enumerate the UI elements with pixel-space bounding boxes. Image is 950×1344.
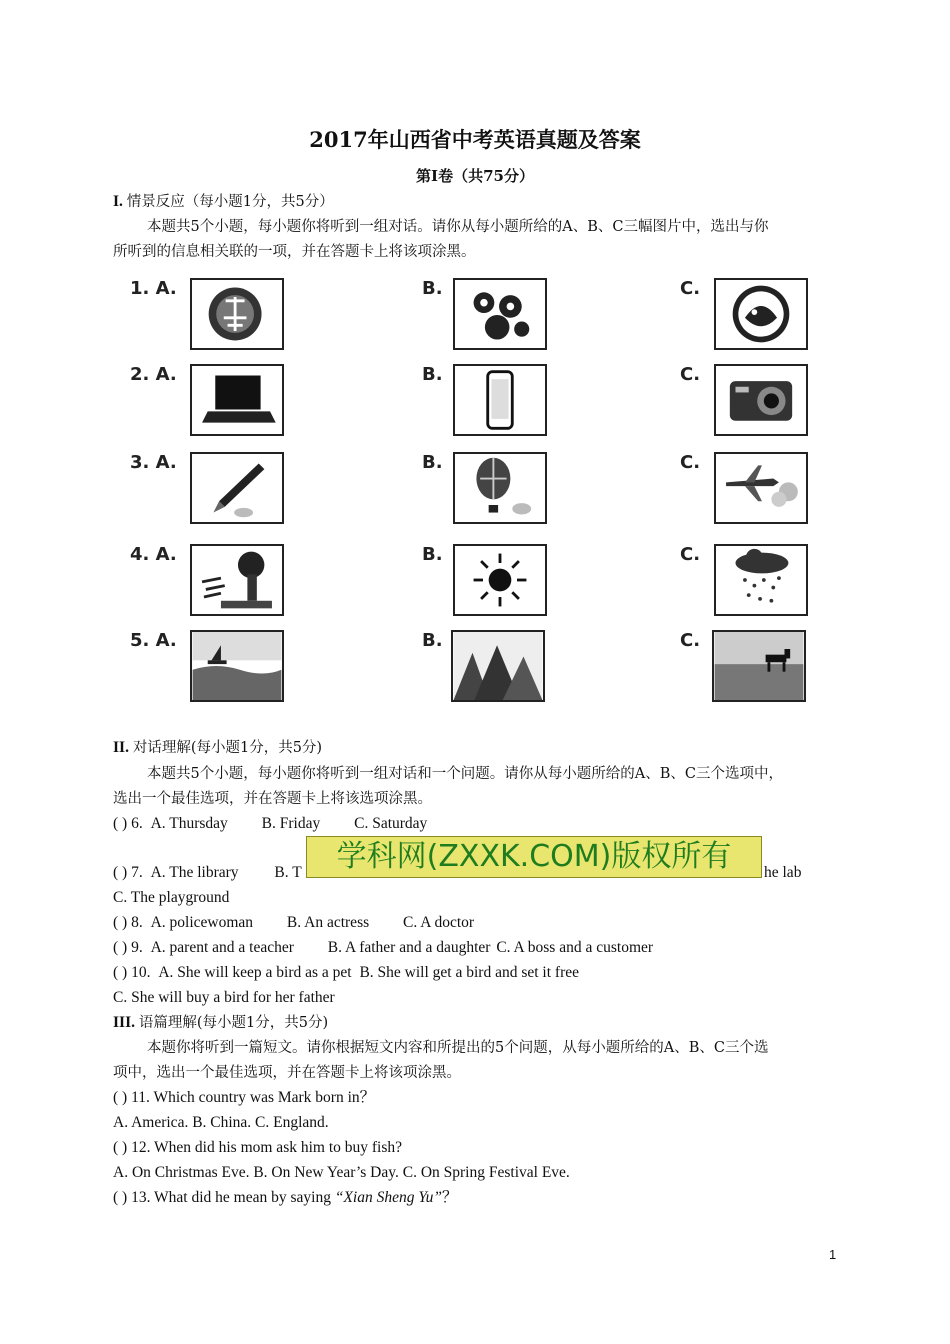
camera-icon <box>714 364 808 436</box>
smartphone-icon <box>453 364 547 436</box>
section3-instruction-2: 项中，选出一个最佳选项，并在答题卡上将该项涂黑。 <box>113 1065 461 1081</box>
q8-option-a: A. policewoman <box>150 914 254 931</box>
row2-label-b: B. <box>422 364 443 385</box>
section3-instruction-1: 本题你将听到一篇短文。请你根据短文内容和所提出的5个问题，从每小题所给的A、B、C三个选 <box>147 1040 769 1056</box>
q9-option-a: A. parent and a teacher <box>150 939 294 956</box>
q9-option-c: C. A boss and a customer <box>496 939 654 956</box>
q13-text: ( ) 13. What did he mean by saying <box>113 1189 335 1206</box>
airplane-icon <box>714 452 808 524</box>
laptop-icon <box>190 364 284 436</box>
q13-phrase: “Xian Sheng Yu” <box>334 1189 442 1206</box>
section1-heading-num: I. <box>113 193 123 210</box>
q8-num: ( ) 8. <box>113 914 143 931</box>
section1-instruction-1: 本题共5个小题，每小题你将听到一组对话。请你从每小题所给的A、B、C三幅图片中，选出与你 <box>147 219 769 235</box>
q13-mark: ？ <box>441 1189 458 1206</box>
q7-option-a: A. The library <box>150 864 239 881</box>
q13-question <box>113 1188 457 1208</box>
question-10 <box>113 963 579 983</box>
question-7 <box>113 863 302 883</box>
section3-heading-text: 语篇理解(每小题1分，共5分) <box>138 1015 329 1031</box>
section1-heading-text: 情景反应（每小题1分，共5分） <box>126 194 334 210</box>
rain-cloud-icon <box>714 544 808 616</box>
section1-instruction-2: 所听到的信息相关联的一项，并在答题卡上将该项涂黑。 <box>113 244 476 260</box>
q10-option-a: A. She will keep a bird as a pet <box>158 964 352 981</box>
row1-label-b: B. <box>422 278 443 299</box>
picture-grid <box>124 268 824 716</box>
row5-label-c: C. <box>680 630 701 651</box>
question-6 <box>113 814 427 834</box>
mountains-icon <box>451 630 545 702</box>
q10-option-b: B. She will get a bird and set it free <box>359 964 579 981</box>
q10-option-c: C. She will buy a bird for her father <box>113 989 335 1006</box>
row3-label-c: C. <box>680 452 701 473</box>
q10-num: ( ) 10. <box>113 964 151 981</box>
q6-option-c: C. Saturday <box>354 815 428 832</box>
section2-heading <box>113 738 322 758</box>
windy-tree-icon <box>190 544 284 616</box>
q11-question: ( ) 11. Which country was Mark born in？ <box>113 1089 376 1106</box>
q9-option-b: B. A father and a daughter <box>327 939 491 956</box>
section2-instruction-1: 本题共5个小题，每小题你将听到一组对话和一个问题。请你从每小题所给的A、B、C三个选项中， <box>147 766 783 782</box>
q8-option-b: B. An actress <box>286 914 370 931</box>
row5-label-a: 5. A. <box>130 630 177 651</box>
document-title: 2017年山西省中考英语真题及答案 <box>309 127 641 152</box>
q9-num: ( ) 9. <box>113 939 143 956</box>
q7-num: ( ) 7. <box>113 864 143 881</box>
q7-option-b-tail: he lab <box>764 864 802 881</box>
section2-heading-num: II. <box>113 739 129 756</box>
hot-air-balloon-icon <box>453 452 547 524</box>
row2-label-a: 2. A. <box>130 364 177 385</box>
q11-options: A. America. B. China. C. England. <box>113 1114 329 1131</box>
row1-label-c: C. <box>680 278 701 299</box>
section2-heading-text: 对话理解(每小题1分，共5分) <box>132 740 323 756</box>
rocket-icon <box>190 452 284 524</box>
q7-option-b-fragment: B. T <box>274 864 302 881</box>
section2-instruction-2: 选出一个最佳选项，并在答题卡上将该选项涂黑。 <box>113 791 432 807</box>
q6-num: ( ) 6. <box>113 815 143 832</box>
section3-heading-num: III. <box>113 1014 135 1031</box>
row4-label-b: B. <box>422 544 443 565</box>
paper-cut-circle-icon <box>190 278 284 350</box>
row1-label-a: 1. A. <box>130 278 177 299</box>
section3-heading <box>113 1013 328 1033</box>
row5-label-b: B. <box>422 630 443 651</box>
q6-option-a: A. Thursday <box>150 815 228 832</box>
watermark-banner: 学科网(ZXXK.COM)版权所有 <box>306 836 762 878</box>
q6-option-b: B. Friday <box>261 815 321 832</box>
question-9 <box>113 938 653 958</box>
row4-label-c: C. <box>680 544 701 565</box>
question-8 <box>113 913 474 933</box>
paper-cut-flowers-icon <box>453 278 547 350</box>
q12-question: ( ) 12. When did his mom ask him to buy fish? <box>113 1139 403 1156</box>
row3-label-a: 3. A. <box>130 452 177 473</box>
q8-option-c: C. A doctor <box>403 914 475 931</box>
section1-heading <box>113 192 334 212</box>
page-number: 1 <box>829 1247 837 1262</box>
paper-cut-round-icon <box>714 278 808 350</box>
q7-option-c: C. The playground <box>113 889 230 906</box>
seaside-boat-icon <box>190 630 284 702</box>
row2-label-c: C. <box>680 364 701 385</box>
document-subtitle: 第I卷（共75分） <box>416 167 534 185</box>
row4-label-a: 4. A. <box>130 544 177 565</box>
q12-options: A. On Christmas Eve. B. On New Year’s Day. C. On Spring Festival Eve. <box>113 1164 570 1181</box>
sun-icon <box>453 544 547 616</box>
row3-label-b: B. <box>422 452 443 473</box>
desert-horse-icon <box>712 630 806 702</box>
